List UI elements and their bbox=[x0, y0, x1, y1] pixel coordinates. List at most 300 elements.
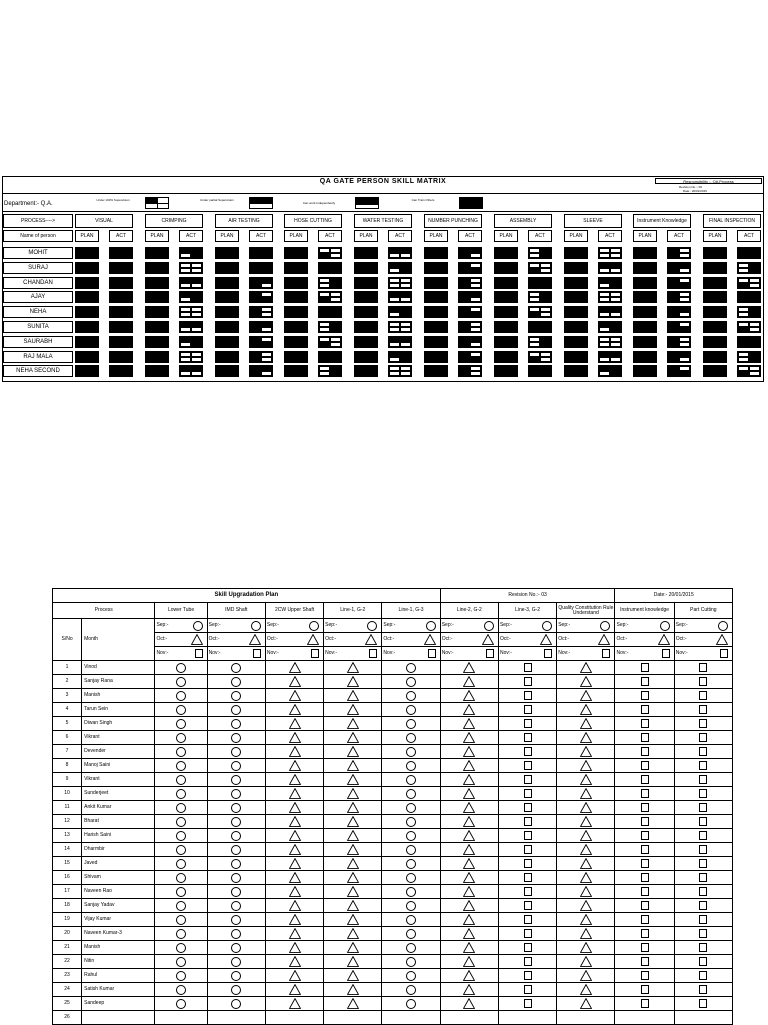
plan-cell bbox=[324, 745, 382, 759]
plan-cell bbox=[674, 955, 732, 969]
plan-cell bbox=[498, 983, 556, 997]
plan-cell bbox=[494, 277, 518, 289]
plan-cell bbox=[440, 689, 498, 703]
act-cell bbox=[598, 365, 622, 377]
triangle-icon bbox=[365, 634, 377, 645]
act-quadrant bbox=[610, 253, 621, 258]
month-label: Oct:- bbox=[558, 636, 570, 642]
plan-cell bbox=[424, 321, 448, 333]
plan-cell bbox=[557, 997, 615, 1011]
plan-cell bbox=[207, 857, 265, 871]
plan-cell bbox=[633, 247, 657, 259]
month-legend-cell bbox=[674, 633, 732, 647]
plan-cell bbox=[494, 291, 518, 303]
month-label: Nov:- bbox=[266, 650, 279, 656]
plan-cell bbox=[703, 291, 727, 303]
plan-cell bbox=[440, 955, 498, 969]
plan-cell bbox=[324, 871, 382, 885]
legend-swatch-4 bbox=[459, 197, 483, 209]
triangle-icon bbox=[347, 788, 359, 799]
table-row bbox=[53, 717, 733, 731]
square-icon bbox=[641, 775, 649, 784]
plan-cell bbox=[615, 1011, 674, 1025]
square-icon bbox=[602, 649, 610, 658]
act-quadrant bbox=[400, 371, 411, 376]
row-number: 8 bbox=[53, 759, 82, 773]
triangle-icon bbox=[463, 886, 475, 897]
triangle-icon bbox=[463, 802, 475, 813]
act-quadrant bbox=[679, 312, 690, 317]
triangle-icon bbox=[347, 900, 359, 911]
plan-cell bbox=[324, 913, 382, 927]
name-of-person-label: Name of person bbox=[3, 230, 73, 242]
act-cell bbox=[318, 247, 342, 259]
plan-cell bbox=[557, 675, 615, 689]
row-number: 15 bbox=[53, 857, 82, 871]
plan-cell bbox=[75, 247, 99, 259]
circle-icon bbox=[406, 761, 416, 771]
row-name: Diwan Singh bbox=[82, 717, 155, 731]
circle-icon bbox=[484, 621, 494, 631]
triangle-icon bbox=[482, 634, 494, 645]
triangle-icon bbox=[347, 746, 359, 757]
plan-cell bbox=[615, 773, 674, 787]
act-quadrant bbox=[470, 283, 481, 288]
plan-cell bbox=[498, 899, 556, 913]
table-row bbox=[53, 941, 733, 955]
plan-column-header: Line-1, G-2 bbox=[324, 603, 382, 619]
circle-icon bbox=[231, 957, 241, 967]
plan-cell bbox=[633, 291, 657, 303]
row-number: 1 bbox=[53, 661, 82, 675]
plan-cell bbox=[674, 1011, 732, 1025]
square-icon bbox=[641, 789, 649, 798]
plan-cell bbox=[564, 262, 588, 274]
plan-header: PLAN bbox=[703, 230, 727, 242]
circle-icon bbox=[176, 845, 186, 855]
square-icon bbox=[524, 691, 532, 700]
plan-cell bbox=[382, 941, 440, 955]
month-legend-cell bbox=[615, 633, 674, 647]
act-quadrant bbox=[599, 283, 610, 288]
plan-column-header: IMD Shaft bbox=[207, 603, 265, 619]
act-cell bbox=[109, 351, 133, 363]
circle-icon bbox=[231, 859, 241, 869]
square-icon bbox=[641, 663, 649, 672]
month-legend-cell bbox=[382, 619, 440, 633]
act-quadrant bbox=[330, 253, 341, 258]
act-quadrant bbox=[180, 283, 191, 288]
plan-cell bbox=[674, 983, 732, 997]
act-quadrant bbox=[738, 268, 749, 273]
row-number: 19 bbox=[53, 913, 82, 927]
act-cell bbox=[249, 291, 273, 303]
plan-cell bbox=[498, 997, 556, 1011]
legend-swatch-2 bbox=[249, 197, 273, 209]
table-row bbox=[53, 745, 733, 759]
plan-cell bbox=[265, 801, 323, 815]
triangle-icon bbox=[289, 914, 301, 925]
act-quadrant bbox=[389, 253, 400, 258]
plan-cell bbox=[324, 815, 382, 829]
square-icon bbox=[641, 943, 649, 952]
act-quadrant bbox=[470, 297, 481, 302]
circle-icon bbox=[231, 775, 241, 785]
act-quadrant bbox=[738, 312, 749, 317]
act-cell bbox=[249, 321, 273, 333]
triangle-icon bbox=[289, 746, 301, 757]
month-legend-cell bbox=[324, 633, 382, 647]
act-header: ACT bbox=[528, 230, 552, 242]
plan-cell bbox=[703, 277, 727, 289]
circle-icon bbox=[176, 691, 186, 701]
plan-cell bbox=[557, 787, 615, 801]
person-name: RAJ MALA bbox=[3, 351, 73, 363]
plan-cell bbox=[382, 969, 440, 983]
process-header: ASSEMBLY bbox=[494, 214, 552, 228]
plan-cell bbox=[382, 983, 440, 997]
row-number: 2 bbox=[53, 675, 82, 689]
month-legend-cell bbox=[557, 647, 615, 661]
plan-header: PLAN bbox=[284, 230, 308, 242]
plan-cell bbox=[354, 247, 378, 259]
plan-cell bbox=[615, 731, 674, 745]
plan-cell bbox=[382, 927, 440, 941]
month-legend-cell bbox=[615, 619, 674, 633]
legend-swatch-3 bbox=[355, 197, 379, 209]
triangle-icon bbox=[580, 732, 592, 743]
month-label: Sep:- bbox=[675, 622, 688, 628]
square-icon bbox=[699, 663, 707, 672]
row-number: 12 bbox=[53, 815, 82, 829]
circle-icon bbox=[406, 929, 416, 939]
plan-cell bbox=[557, 801, 615, 815]
plan-cell bbox=[703, 365, 727, 377]
plan-cell bbox=[557, 857, 615, 871]
plan-column-header: Part Cutting bbox=[674, 603, 732, 619]
month-label: Nov:- bbox=[558, 650, 571, 656]
act-quadrant bbox=[599, 357, 610, 362]
plan-header: PLAN bbox=[494, 230, 518, 242]
plan-cell bbox=[155, 983, 207, 997]
square-icon bbox=[428, 649, 436, 658]
triangle-icon bbox=[191, 634, 203, 645]
act-cell bbox=[458, 306, 482, 318]
act-quadrant bbox=[400, 297, 411, 302]
plan-cell bbox=[633, 365, 657, 377]
plan-cell bbox=[207, 927, 265, 941]
act-cell bbox=[528, 291, 552, 303]
act-cell bbox=[179, 365, 203, 377]
plan-cell bbox=[207, 675, 265, 689]
circle-icon bbox=[406, 887, 416, 897]
plan-cell bbox=[674, 661, 732, 675]
plan-cell bbox=[440, 913, 498, 927]
circle-icon bbox=[231, 663, 241, 673]
matrix-responsibility: Responsibility :- QA Process bbox=[683, 179, 734, 184]
plan-cell bbox=[557, 871, 615, 885]
act-quadrant bbox=[389, 327, 400, 332]
plan-cell bbox=[265, 857, 323, 871]
table-row bbox=[53, 969, 733, 983]
month-legend-cell bbox=[155, 619, 207, 633]
act-cell bbox=[598, 291, 622, 303]
plan-cell bbox=[615, 899, 674, 913]
plan-cell bbox=[615, 675, 674, 689]
square-icon bbox=[524, 915, 532, 924]
act-quadrant bbox=[319, 248, 330, 253]
person-name: SURAJ bbox=[3, 262, 73, 274]
circle-icon bbox=[176, 943, 186, 953]
skill-upgradation-plan bbox=[52, 588, 733, 1025]
month-legend-cell bbox=[440, 619, 498, 633]
row-name: Ankit Kumar bbox=[82, 801, 155, 815]
person-name: AJAY bbox=[3, 291, 73, 303]
act-quadrant bbox=[330, 342, 341, 347]
plan-cell bbox=[440, 997, 498, 1011]
plan-cell bbox=[674, 969, 732, 983]
triangle-icon bbox=[580, 746, 592, 757]
plan-cell bbox=[564, 306, 588, 318]
triangle-icon bbox=[289, 802, 301, 813]
process-header: HOSE CUTTING bbox=[284, 214, 342, 228]
triangle-icon bbox=[463, 830, 475, 841]
act-quadrant bbox=[679, 278, 690, 283]
triangle-icon bbox=[289, 830, 301, 841]
square-icon bbox=[699, 887, 707, 896]
plan-cell bbox=[440, 661, 498, 675]
act-quadrant bbox=[540, 312, 551, 317]
act-quadrant bbox=[180, 371, 191, 376]
square-icon bbox=[369, 649, 377, 658]
plan-cell bbox=[382, 773, 440, 787]
plan-cell bbox=[494, 306, 518, 318]
plan-cell bbox=[498, 913, 556, 927]
plan-cell bbox=[155, 829, 207, 843]
plan-cell bbox=[207, 731, 265, 745]
triangle-icon bbox=[580, 970, 592, 981]
act-cell bbox=[109, 247, 133, 259]
act-quadrant bbox=[180, 297, 191, 302]
plan-cell bbox=[155, 801, 207, 815]
circle-icon bbox=[231, 677, 241, 687]
circle-icon bbox=[406, 831, 416, 841]
month-label: Sep:- bbox=[208, 622, 221, 628]
act-quadrant bbox=[470, 263, 481, 268]
plan-cell bbox=[564, 351, 588, 363]
plan-cell bbox=[615, 801, 674, 815]
circle-icon bbox=[406, 691, 416, 701]
square-icon bbox=[524, 803, 532, 812]
act-quadrant bbox=[749, 371, 760, 376]
month-legend-cell bbox=[207, 647, 265, 661]
row-name: Sanjay Yadav bbox=[82, 899, 155, 913]
plan-cell bbox=[382, 689, 440, 703]
act-header: ACT bbox=[667, 230, 691, 242]
row-number: 13 bbox=[53, 829, 82, 843]
act-quadrant bbox=[599, 371, 610, 376]
plan-title: Skill Upgradation Plan bbox=[53, 589, 441, 603]
plan-cell bbox=[440, 983, 498, 997]
row-name: Devender bbox=[82, 745, 155, 759]
plan-cell bbox=[265, 885, 323, 899]
plan-cell bbox=[75, 365, 99, 377]
act-quadrant bbox=[738, 322, 749, 327]
circle-icon bbox=[231, 817, 241, 827]
triangle-icon bbox=[463, 858, 475, 869]
triangle-icon bbox=[580, 704, 592, 715]
act-cell bbox=[737, 291, 761, 303]
plan-cell bbox=[633, 306, 657, 318]
circle-icon bbox=[406, 803, 416, 813]
plan-cell bbox=[265, 661, 323, 675]
plan-month-label: Month bbox=[82, 619, 155, 661]
plan-cell bbox=[265, 717, 323, 731]
square-icon bbox=[524, 971, 532, 980]
act-quadrant bbox=[180, 327, 191, 332]
plan-cell bbox=[382, 829, 440, 843]
plan-cell bbox=[440, 857, 498, 871]
triangle-icon bbox=[580, 942, 592, 953]
plan-cell bbox=[557, 913, 615, 927]
row-number: 23 bbox=[53, 969, 82, 983]
circle-icon bbox=[406, 789, 416, 799]
plan-cell bbox=[498, 787, 556, 801]
circle-icon bbox=[231, 719, 241, 729]
act-cell bbox=[737, 306, 761, 318]
square-icon bbox=[699, 901, 707, 910]
plan-cell bbox=[382, 801, 440, 815]
square-icon bbox=[699, 873, 707, 882]
act-cell bbox=[388, 277, 412, 289]
circle-icon bbox=[600, 621, 610, 631]
circle-icon bbox=[176, 985, 186, 995]
square-icon bbox=[524, 775, 532, 784]
square-icon bbox=[699, 943, 707, 952]
plan-cell bbox=[633, 277, 657, 289]
month-label: Oct:- bbox=[616, 636, 628, 642]
act-cell bbox=[388, 351, 412, 363]
plan-cell bbox=[424, 351, 448, 363]
month-legend-cell bbox=[155, 633, 207, 647]
triangle-icon bbox=[580, 662, 592, 673]
plan-column-header: Line-3, G-2 bbox=[498, 603, 556, 619]
plan-cell bbox=[615, 941, 674, 955]
plan-cell bbox=[382, 815, 440, 829]
square-icon bbox=[544, 649, 552, 658]
square-icon bbox=[720, 649, 728, 658]
plan-process-label: Process bbox=[53, 603, 155, 619]
circle-icon bbox=[406, 859, 416, 869]
plan-cell bbox=[265, 731, 323, 745]
plan-cell bbox=[498, 969, 556, 983]
triangle-icon bbox=[289, 676, 301, 687]
table-row bbox=[53, 787, 733, 801]
triangle-icon bbox=[463, 970, 475, 981]
plan-cell bbox=[207, 717, 265, 731]
plan-cell bbox=[674, 843, 732, 857]
triangle-icon bbox=[347, 760, 359, 771]
act-quadrant bbox=[180, 342, 191, 347]
act-quadrant bbox=[610, 268, 621, 273]
act-cell bbox=[528, 306, 552, 318]
plan-cell bbox=[215, 336, 239, 348]
act-quadrant bbox=[191, 371, 202, 376]
plan-cell bbox=[498, 745, 556, 759]
plan-cell bbox=[440, 969, 498, 983]
month-label: Sep:- bbox=[266, 622, 279, 628]
plan-cell bbox=[674, 731, 732, 745]
act-quadrant bbox=[599, 268, 610, 273]
plan-cell bbox=[207, 703, 265, 717]
act-quadrant bbox=[529, 342, 540, 347]
plan-cell bbox=[265, 871, 323, 885]
plan-cell bbox=[440, 759, 498, 773]
act-cell bbox=[458, 291, 482, 303]
plan-cell bbox=[155, 675, 207, 689]
plan-cell bbox=[207, 843, 265, 857]
plan-cell bbox=[557, 899, 615, 913]
plan-cell bbox=[207, 773, 265, 787]
act-cell bbox=[179, 262, 203, 274]
circle-icon bbox=[660, 621, 670, 631]
plan-cell bbox=[674, 815, 732, 829]
plan-cell bbox=[215, 365, 239, 377]
square-icon bbox=[699, 971, 707, 980]
plan-cell bbox=[215, 247, 239, 259]
act-cell bbox=[109, 277, 133, 289]
plan-cell bbox=[557, 745, 615, 759]
plan-cell bbox=[494, 262, 518, 274]
square-icon bbox=[641, 733, 649, 742]
triangle-icon bbox=[598, 634, 610, 645]
act-cell bbox=[388, 365, 412, 377]
circle-icon bbox=[406, 985, 416, 995]
triangle-icon bbox=[289, 718, 301, 729]
act-cell bbox=[528, 336, 552, 348]
act-cell bbox=[667, 291, 691, 303]
triangle-icon bbox=[580, 816, 592, 827]
plan-cell bbox=[155, 1011, 207, 1025]
plan-cell bbox=[557, 703, 615, 717]
plan-cell bbox=[265, 745, 323, 759]
triangle-icon bbox=[289, 662, 301, 673]
plan-cell bbox=[155, 843, 207, 857]
plan-cell bbox=[557, 955, 615, 969]
square-icon bbox=[699, 789, 707, 798]
skill-matrix bbox=[2, 176, 764, 382]
circle-icon bbox=[406, 957, 416, 967]
act-quadrant bbox=[749, 283, 760, 288]
row-name: Naveen Kumar-3 bbox=[82, 927, 155, 941]
plan-cell bbox=[615, 829, 674, 843]
row-name: Dharmbir bbox=[82, 843, 155, 857]
triangle-icon bbox=[463, 676, 475, 687]
triangle-icon bbox=[347, 732, 359, 743]
act-quadrant bbox=[261, 312, 272, 317]
plan-cell bbox=[284, 306, 308, 318]
act-header: ACT bbox=[249, 230, 273, 242]
act-cell bbox=[179, 351, 203, 363]
act-cell bbox=[598, 277, 622, 289]
plan-cell bbox=[557, 689, 615, 703]
act-cell bbox=[458, 247, 482, 259]
triangle-icon bbox=[347, 914, 359, 925]
plan-cell bbox=[703, 351, 727, 363]
plan-cell bbox=[265, 843, 323, 857]
circle-icon bbox=[231, 985, 241, 995]
plan-cell bbox=[424, 365, 448, 377]
